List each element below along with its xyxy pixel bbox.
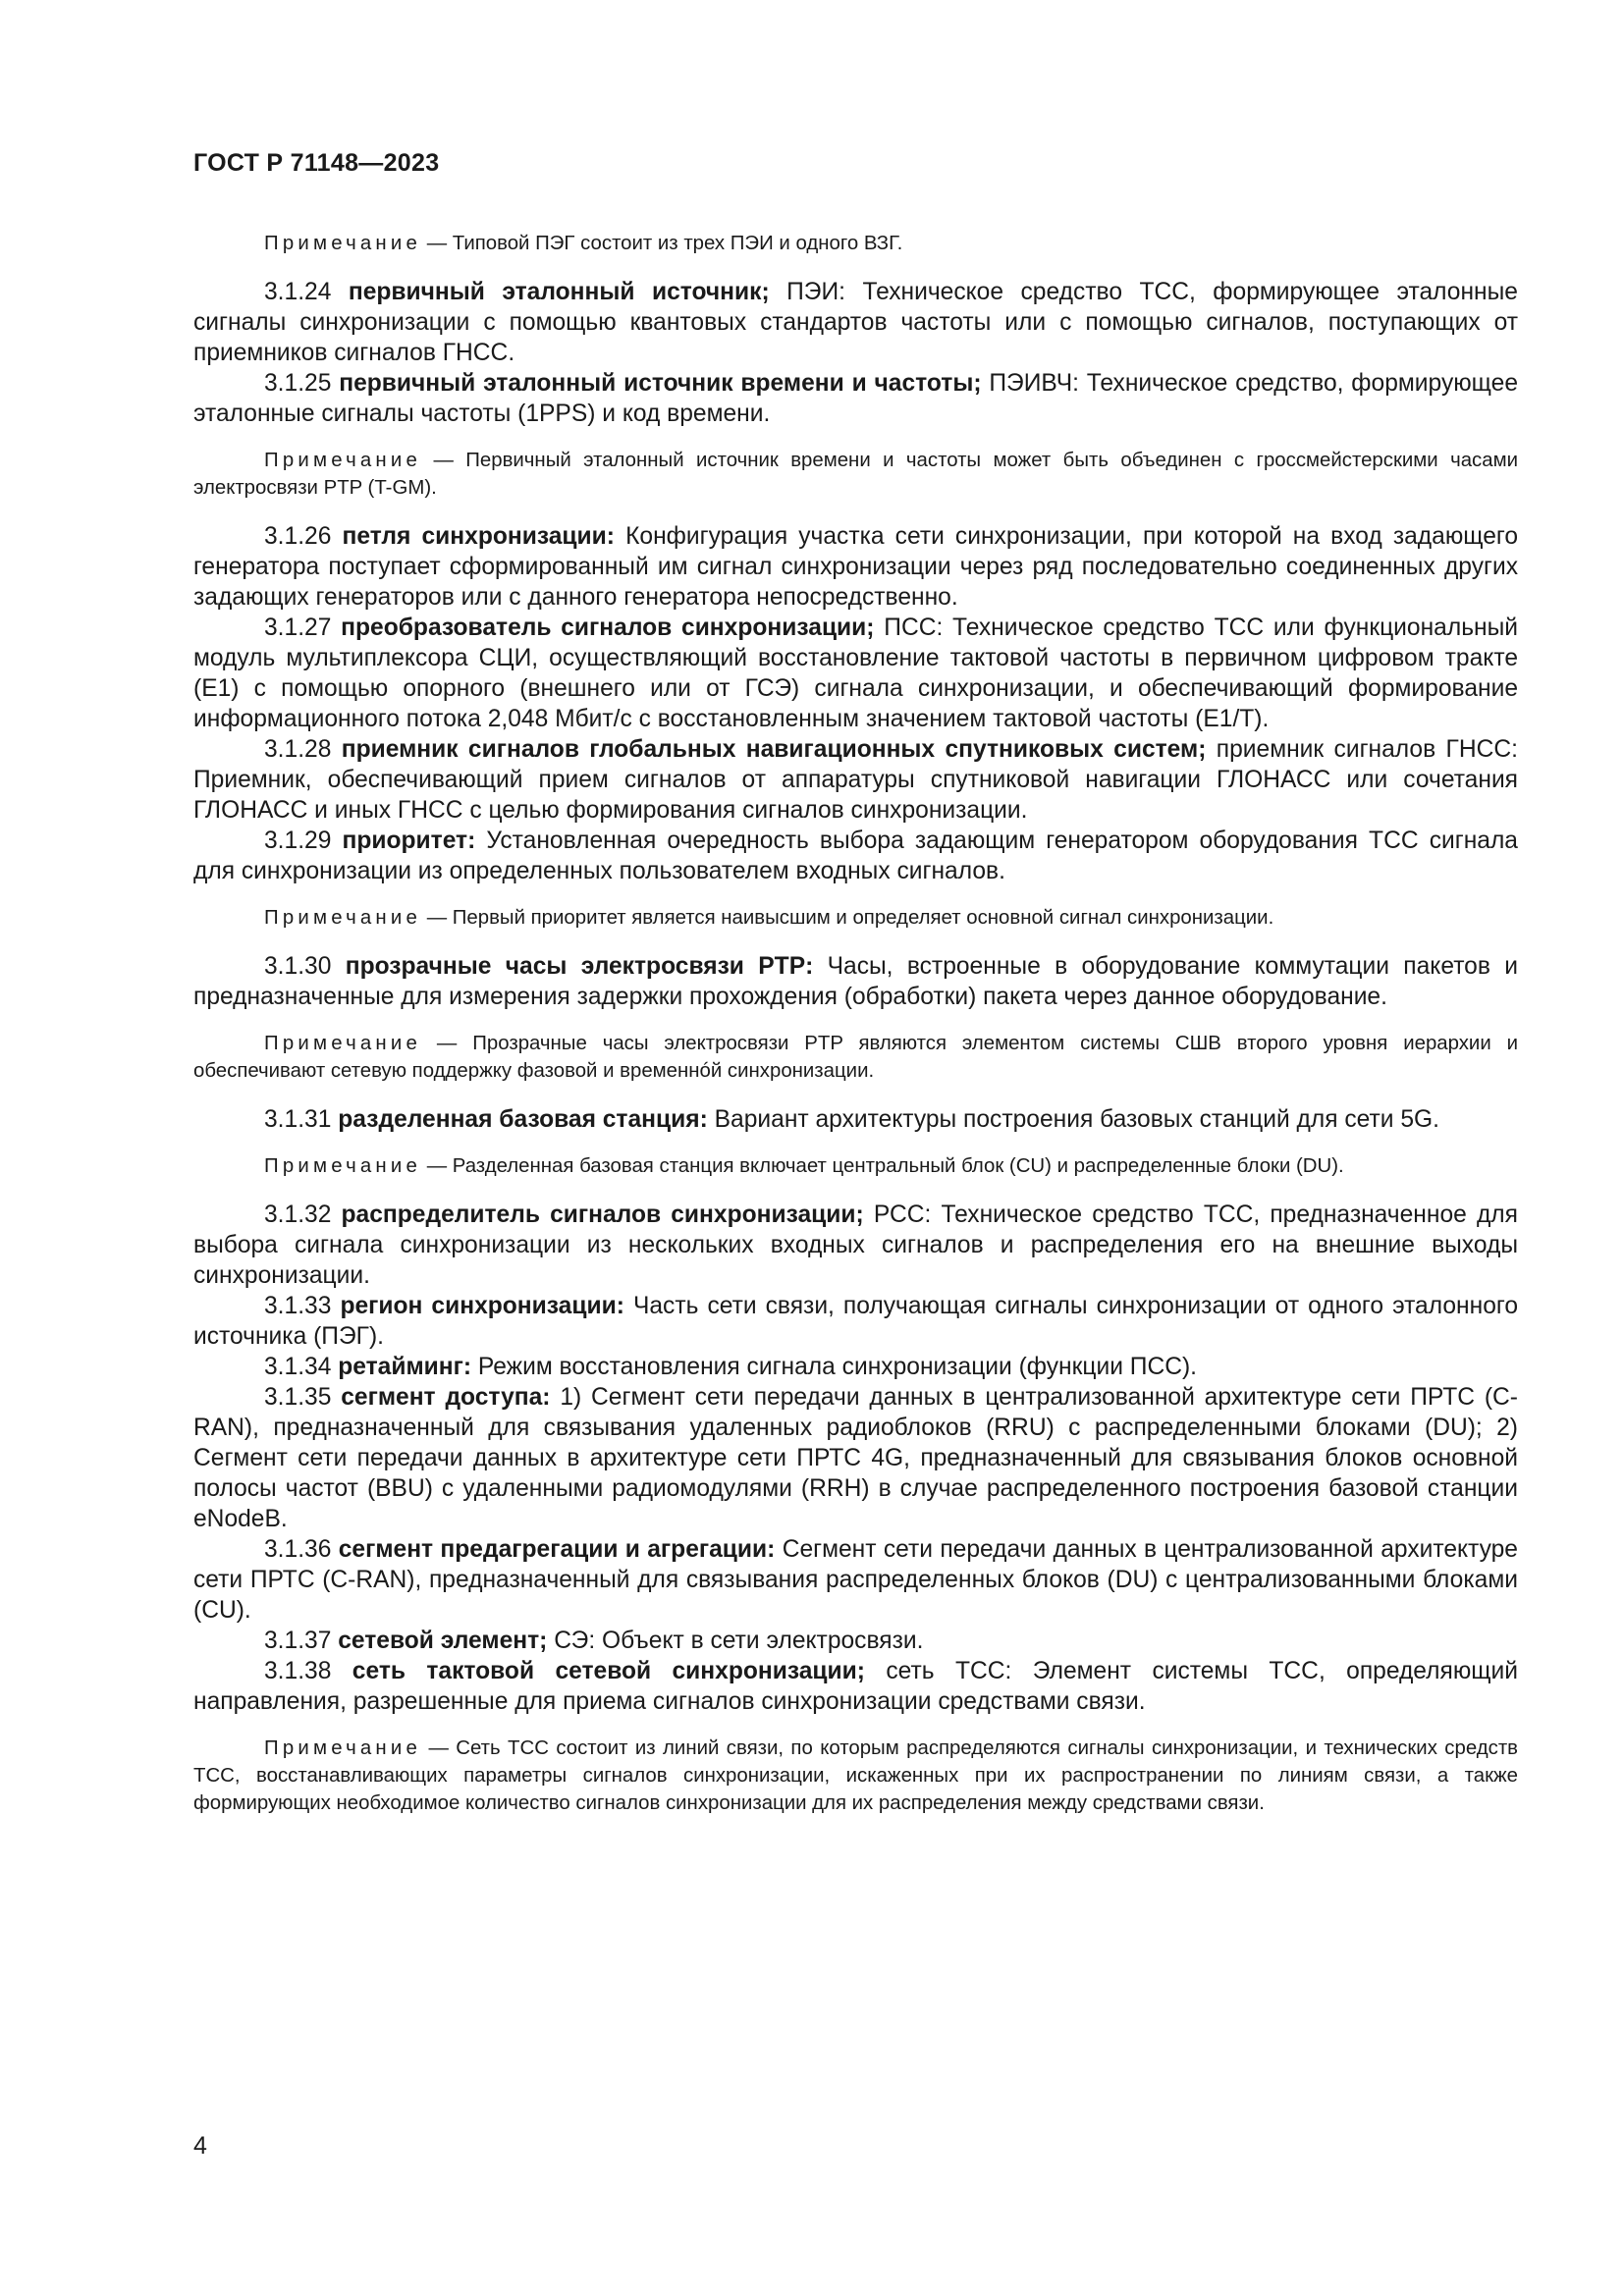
term-definition <box>193 951 1518 1012</box>
note <box>193 1152 1518 1180</box>
term-definition <box>193 1626 1518 1656</box>
term-text: 1) Сегмент сети передачи данных в централизованной архитектуре сети ПРТС (C-RAN), предназначенный для связывания удаленных радиоблоков (RRU) с распределенными блоками (DU); 2) Сегмент сети передачи данных в архитектуре сети ПРТС 4G, предназначенный для связывания блоков основной полосы частот (BBU) с удаленными радиомодулями (RRH) в случае распределенного построения базовой станции eNodeB. <box>193 1384 1518 1532</box>
note-dash: — <box>421 450 466 471</box>
document-header: ГОСТ Р 71148—2023 <box>193 149 440 177</box>
term-name: первичный эталонный источник времени и частоты; <box>339 370 982 397</box>
term-definition <box>193 277 1518 368</box>
term-text: ПСС: Техническое средство ТСС или функциональный модуль мультиплексора СЦИ, осуществляющий восстановление тактовой частоты в первичном цифровом тракте (E1) с помощью опорного (внешнего или от ГСЭ) сигнала синхронизации, и обеспечивающий формирование информационного потока 2,048 Мбит/с с восстановленным значением тактовой частоты (E1/T). <box>193 614 1519 732</box>
term-definition <box>193 521 1518 613</box>
term-text: ПЭИВЧ: Техническое средство, формирующее эталонные сигналы частоты (1PPS) и код времени. <box>193 370 1518 427</box>
note-label: Примечание <box>264 450 422 471</box>
document-body <box>193 230 1518 1817</box>
term-number: 3.1.29 <box>264 828 332 854</box>
term-definition <box>193 613 1518 734</box>
term-definition <box>193 1291 1518 1352</box>
term-name: приемник сигналов глобальных навигационных спутниковых систем; <box>341 736 1207 763</box>
term-definition <box>193 1656 1518 1717</box>
term-number: 3.1.36 <box>264 1536 332 1563</box>
note-dash: — <box>421 907 453 929</box>
note-text: Прозрачные часы электросвязи PTP являются элементом системы СШВ второго уровня иерархии и обеспечивают сетевую поддержку фазовой и временнóй синхронизации. <box>193 1033 1518 1082</box>
note-text: Первый приоритет является наивысшим и определяет основной сигнал синхронизации. <box>452 907 1274 929</box>
term-name: прозрачные часы электросвязи PTP: <box>345 953 814 980</box>
note-label: Примечание <box>264 1737 422 1759</box>
term-text: Вариант архитектуры построения базовых станций для сети 5G. <box>714 1106 1440 1133</box>
note-text: Сеть ТСС состоит из линий связи, по которым распределяются сигналы синхронизации, и технических средств ТСС, восстанавливающих параметры сигналов синхронизации, искаженных при их распространении по линиям связи, а также формирующих необходимое количество сигналов синхронизации для их распределения между средствами связи. <box>193 1737 1518 1814</box>
note-text: Разделенная базовая станция включает центральный блок (CU) и распределенные блоки (DU). <box>452 1155 1344 1177</box>
note <box>193 230 1518 257</box>
term-text: РСС: Техническое средство ТСС, предназначенное для выбора сигнала синхронизации из нескольких входных сигналов и распределения его на внешние выходы синхронизации. <box>193 1201 1518 1289</box>
term-definition <box>193 1534 1518 1626</box>
term-name: первичный эталонный источник; <box>348 279 770 305</box>
term-number: 3.1.25 <box>264 370 332 397</box>
term-name: разделенная базовая станция: <box>338 1106 708 1133</box>
term-name: сетевой элемент; <box>338 1628 548 1654</box>
note-label: Примечание <box>264 907 422 929</box>
term-text: Режим восстановления сигнала синхронизации (функции ПСС). <box>477 1354 1198 1380</box>
note <box>193 1735 1518 1817</box>
term-definition <box>193 1200 1518 1291</box>
note-dash: — <box>421 1155 453 1177</box>
term-text: Установленная очередность выбора задающим генератором оборудования ТСС сигнала для синхронизации из определенных пользователем входных сигналов. <box>193 828 1518 884</box>
term-number: 3.1.32 <box>264 1201 332 1228</box>
note-dash: — <box>421 1033 473 1054</box>
note-label: Примечание <box>264 233 422 254</box>
page-number: 4 <box>193 2132 207 2160</box>
term-number: 3.1.26 <box>264 523 332 550</box>
term-text: приемник сигналов ГНСС: Приемник, обеспечивающий прием сигналов от аппаратуры спутниковой навигации ГЛОНАСС или сочетания ГЛОНАСС и иных ГНСС с целью формирования сигналов синхронизации. <box>193 736 1518 824</box>
term-number: 3.1.33 <box>264 1293 332 1319</box>
term-text: Сегмент сети передачи данных в централизованной архитектуре сети ПРТС (C-RAN), предназначенный для связывания распределенных блоков (DU) с централизованными блоками (CU). <box>193 1536 1518 1624</box>
term-definition <box>193 1382 1518 1534</box>
term-name: ретайминг: <box>338 1354 472 1380</box>
term-number: 3.1.35 <box>264 1384 332 1411</box>
term-number: 3.1.34 <box>264 1354 332 1380</box>
term-definition <box>193 1352 1518 1382</box>
note-text: Первичный эталонный источник времени и частоты может быть объединен с гроссмейстерскими часами электросвязи PTP (T-GM). <box>193 450 1518 499</box>
term-text: сеть ТСС: Элемент системы ТСС, определяющий направления, разрешенные для приема сигналов синхронизации средствами связи. <box>193 1658 1518 1715</box>
term-name: сегмент доступа: <box>341 1384 551 1411</box>
term-name: петля синхронизации: <box>342 523 615 550</box>
term-definition <box>193 1104 1518 1135</box>
term-name: сегмент предагрегации и агрегации: <box>338 1536 776 1563</box>
term-number: 3.1.24 <box>264 279 332 305</box>
term-text: Часы, встроенные в оборудование коммутации пакетов и предназначенные для измерения задержки прохождения (обработки) пакета через данное оборудование. <box>193 953 1518 1010</box>
term-definition <box>193 734 1518 826</box>
term-name: приоритет: <box>342 828 476 854</box>
note <box>193 447 1518 502</box>
term-name: преобразователь сигналов синхронизации; <box>341 614 875 641</box>
term-number: 3.1.38 <box>264 1658 332 1684</box>
term-definition <box>193 368 1518 429</box>
note-dash: — <box>421 1737 457 1759</box>
note <box>193 1030 1518 1085</box>
term-text: СЭ: Объект в сети электросвязи. <box>554 1628 924 1654</box>
term-number: 3.1.31 <box>264 1106 332 1133</box>
term-text: Конфигурация участка сети синхронизации, при которой на вход задающего генератора поступает сформированный им сигнал синхронизации через ряд последовательно соединенных других задающих генераторов или с данного генератора непосредственно. <box>193 523 1519 611</box>
term-number: 3.1.28 <box>264 736 332 763</box>
term-number: 3.1.27 <box>264 614 332 641</box>
note-text: Типовой ПЭГ состоит из трех ПЭИ и одного ВЗГ. <box>452 233 903 254</box>
note-label: Примечание <box>264 1033 422 1054</box>
term-name: регион синхронизации: <box>340 1293 624 1319</box>
note <box>193 904 1518 932</box>
term-number: 3.1.30 <box>264 953 332 980</box>
term-name: распределитель сигналов синхронизации; <box>341 1201 864 1228</box>
term-text: Часть сети связи, получающая сигналы синхронизации от одного эталонного источника (ПЭГ). <box>193 1293 1518 1350</box>
term-name: сеть тактовой сетевой синхронизации; <box>352 1658 865 1684</box>
term-number: 3.1.37 <box>264 1628 332 1654</box>
note-dash: — <box>421 233 453 254</box>
term-text: ПЭИ: Техническое средство ТСС, формирующее эталонные сигналы синхронизации с помощью квантовых стандартов частоты или с помощью сигналов, поступающих от приемников сигналов ГНСС. <box>193 279 1518 366</box>
note-label: Примечание <box>264 1155 422 1177</box>
term-definition <box>193 826 1518 886</box>
